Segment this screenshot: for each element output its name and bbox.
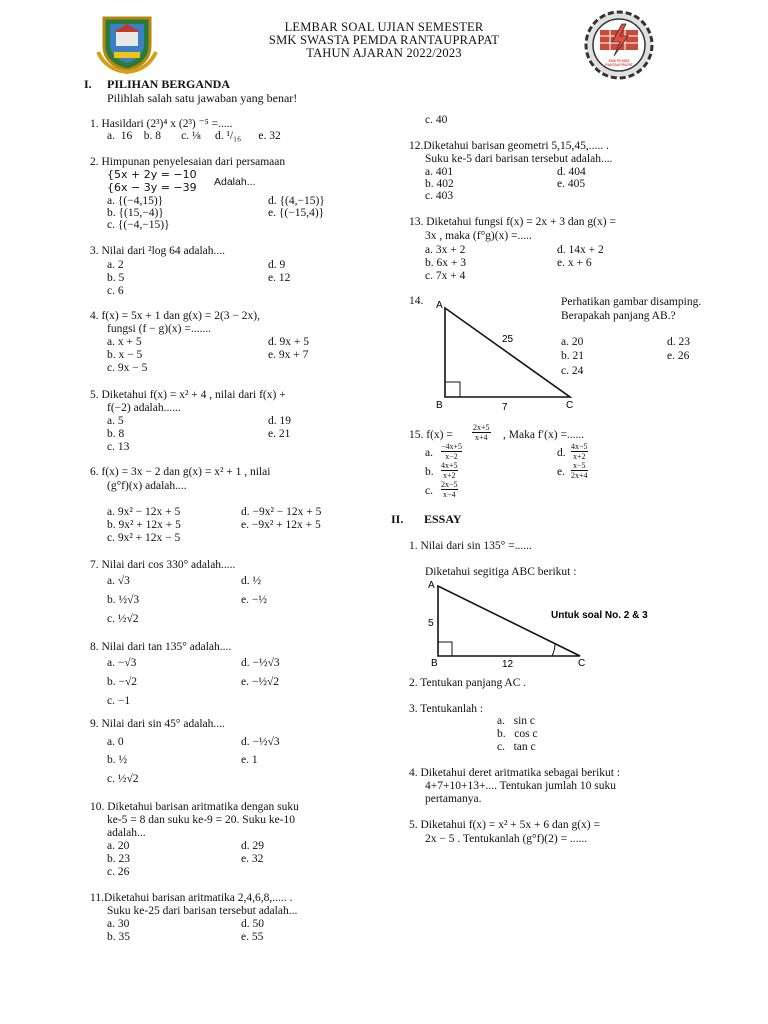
essay-3a: a. sin c (497, 715, 536, 727)
q4-option-e: e. 9x + 7 (268, 349, 309, 361)
q14-option-e: e. 26 (667, 350, 690, 362)
q15-a-numerator: −4x+5 (441, 442, 463, 451)
q14-label-c: C (566, 400, 574, 411)
q8-option-b: b. −√2 (107, 676, 138, 688)
q4-stem: 4. f(x) = 5x + 1 dan g(x) = 2(3 − 2x), (90, 310, 260, 322)
section-2-title: ESSAY (424, 512, 462, 526)
q15-option-c (441, 480, 458, 499)
essay-3b: b. cos c (497, 728, 538, 740)
q6-stem-2: (g°f)(x) adalah.... (107, 480, 187, 492)
q15-c-denominator: x−4 (443, 490, 456, 499)
q10-option-c: c. 26 (107, 866, 130, 878)
header-line-3: TAHUN AJARAN 2022/2023 (306, 46, 462, 60)
q2-option-c: c. {(−4,−15)} (107, 219, 170, 231)
q10-option-e: e. 32 (241, 853, 264, 865)
q12-option-c: c. 403 (425, 190, 454, 202)
q2-adalah: Adalah... (214, 176, 256, 188)
essay-triangle-figure (420, 578, 710, 670)
q15-e-denominator: 2x+4 (571, 471, 588, 480)
q13-option-b: b. 6x + 3 (425, 257, 466, 269)
q2-equation-2: {6x − 3y = −39 (107, 181, 197, 194)
q13-option-a: a. 3x + 2 (425, 244, 466, 256)
q11-option-a: a. 30 (107, 918, 130, 930)
q14-triangle-figure (430, 294, 580, 414)
essay-3c: c. tan c (497, 741, 536, 753)
q1-stem: 1. Hasildari (2³)⁴ x (2³) ⁻⁵ =..... (90, 118, 233, 130)
q7-option-d: d. ½ (241, 575, 262, 587)
q14-option-b: b. 21 (561, 350, 584, 362)
q14-stem: Perhatikan gambar disamping. (561, 296, 702, 308)
q14-label-base: 7 (502, 402, 508, 413)
essay-3: 3. Tentukanlah : (409, 703, 484, 715)
q10-stem-2: ke-5 = 8 dan suku ke-9 = 20. Suku ke-10 (107, 814, 295, 826)
q3-option-c: c. 6 (107, 285, 124, 297)
q8-option-a: a. −√3 (107, 657, 137, 669)
q9-option-a: a. 0 (107, 736, 124, 748)
q9-option-e: e. 1 (241, 754, 258, 766)
q11-stem: 11.Diketahui barisan aritmatika 2,4,6,8,..... . (90, 892, 293, 904)
q5-option-e: e. 21 (268, 428, 291, 440)
q4-option-a: a. x + 5 (107, 336, 142, 348)
q8-option-c: c. −1 (107, 695, 131, 707)
q15-a-denominator: x−2 (445, 452, 458, 461)
q5-option-c: c. 13 (107, 441, 130, 453)
q2-option-b: b. {(15,−4)} (107, 207, 164, 219)
q11-option-d: d. 50 (241, 918, 264, 930)
q15-b-denominator: x+2 (443, 471, 456, 480)
q14-option-c: c. 24 (561, 365, 584, 377)
essay-5-line-2: 2x − 5 . Tentukanlah (g°f)(2) = ...... (425, 833, 588, 845)
essay-5: 5. Diketahui f(x) = x² + 5x + 6 dan g(x) = (409, 819, 600, 831)
q15-stem-left: 15. f(x) = (409, 429, 453, 441)
essay-label-side: 5 (428, 618, 434, 629)
q13-stem: 13. Diketahui fungsi f(x) = 2x + 3 dan g(x) = (409, 216, 616, 228)
q13-stem-2: 3x , maka (f°g)(x) =..... (425, 230, 532, 242)
section-1-instruction: Pilihlah salah satu jawaban yang benar! (107, 91, 298, 105)
q6-option-c: c. 9x² + 12x − 5 (107, 532, 181, 544)
q4-option-b: b. x − 5 (107, 349, 143, 361)
q6-option-a: a. 9x² − 12x + 5 (107, 506, 181, 518)
q7-option-c: c. ½√2 (107, 613, 139, 625)
q11-option-b: b. 35 (107, 931, 130, 943)
q14-label-a: A (436, 300, 443, 311)
q13-option-c: c. 7x + 4 (425, 270, 466, 282)
q7-option-b: b. ½√3 (107, 594, 140, 606)
q3-option-e: e. 12 (268, 272, 291, 284)
q15-c-label: c. (425, 485, 433, 497)
q14-label-b: B (436, 400, 443, 411)
q15-stem-fraction (472, 423, 491, 442)
q15-e-numerator: x−5 (573, 461, 586, 470)
q3-option-b: b. 5 (107, 272, 125, 284)
q13-option-e: e. x + 6 (557, 257, 592, 269)
q7-stem: 7. Nilai dari cos 330° adalah..... (90, 559, 236, 571)
q8-option-e: e. −½√2 (241, 676, 280, 688)
q12-stem-2: Suku ke-5 dari barisan tersebut adalah.... (425, 153, 613, 165)
q8-stem: 8. Nilai dari tan 135° adalah.... (90, 641, 232, 653)
q5-option-a: a. 5 (107, 415, 124, 427)
q6-option-e: e. −9x² + 12x + 5 (241, 519, 321, 531)
essay-label-c: C (578, 658, 586, 669)
q14-option-a: a. 20 (561, 336, 584, 348)
q15-option-d (571, 442, 588, 461)
q12-option-e: e. 405 (557, 178, 586, 190)
q10-stem-3: adalah... (107, 827, 146, 839)
q14-stem-2: Berapakah panjang AB.? (561, 310, 676, 322)
q4-option-c: c. 9x − 5 (107, 362, 148, 374)
q15-c-numerator: 2x−5 (441, 480, 458, 489)
q15-d-label: d. (557, 447, 566, 459)
q3-option-a: a. 2 (107, 259, 124, 271)
q5-stem-2: f(−2) adalah...... (107, 402, 181, 414)
q5-stem: 5. Diketahui f(x) = x² + 4 , nilai dari f(x) + (90, 389, 286, 401)
q10-stem: 10. Diketahui barisan aritmatika dengan suku (90, 801, 299, 813)
q15-stem-numerator: 2x+5 (473, 423, 490, 432)
school-gear-logo-icon (580, 10, 658, 80)
q15-e-label: e. (557, 466, 565, 478)
q9-option-d: d. −½√3 (241, 736, 280, 748)
q9-stem: 9. Nilai dari sin 45° adalah.... (90, 718, 225, 730)
q9-option-b: b. ½ (107, 754, 128, 766)
q10-option-b: b. 23 (107, 853, 130, 865)
essay-4: 4. Diketahui deret aritmatika sebagai berikut : (409, 767, 621, 779)
q6-option-b: b. 9x² + 12x + 5 (107, 519, 181, 531)
q15-d-numerator: 4x−5 (571, 442, 588, 451)
q12-stem: 12.Diketahui barisan geometri 5,15,45,..... . (409, 140, 609, 152)
essay-figure-caption: Untuk soal No. 2 & 3 (551, 610, 648, 621)
q6-option-d: d. −9x² − 12x + 5 (241, 506, 322, 518)
essay-2: 2. Tentukan panjang AC . (409, 677, 527, 689)
q3-stem: 3. Nilai dari ²log 64 adalah.... (90, 245, 226, 257)
q11-option-c: c. 40 (425, 114, 448, 126)
q7-option-a: a. √3 (107, 575, 130, 587)
q2-option-d: d. {(4,−15)} (268, 195, 325, 207)
q3-option-d: d. 9 (268, 259, 286, 271)
q15-option-a (441, 442, 462, 461)
q4-stem-2: fungsi (f − g)(x) =....... (107, 323, 211, 335)
right-logo-text: SMK PEMDA RANTAUPRAPAT (605, 59, 633, 67)
q2-option-a: a. {(−4,15)} (107, 195, 164, 207)
q15-stem-denominator: x+4 (475, 433, 488, 442)
right-logo (580, 10, 658, 80)
essay-label-base: 12 (502, 659, 514, 670)
q6-stem: 6. f(x) = 3x − 2 dan g(x) = x² + 1 , nilai (90, 466, 271, 478)
q14-label-hypotenuse: 25 (502, 334, 514, 345)
q2-equation-1: {5x + 2y = −10 (107, 168, 197, 181)
q15-d-denominator: x+2 (573, 452, 586, 461)
q12-option-d: d. 404 (557, 166, 586, 178)
q9-option-c: c. ½√2 (107, 773, 139, 785)
q14-number: 14. (409, 295, 424, 307)
q11-stem-2: Suku ke-25 dari barisan tersebut adalah... (107, 905, 298, 917)
essay-4-line-2: 4+7+10+13+.... Tentukan jumlah 10 suku (425, 780, 617, 792)
essay-label-a: A (428, 580, 435, 591)
section-1-title: PILIHAN BERGANDA (107, 77, 231, 91)
q11-option-e: e. 55 (241, 931, 264, 943)
q8-option-d: d. −½√3 (241, 657, 280, 669)
q4-option-d: d. 9x + 5 (268, 336, 309, 348)
q13-option-d: d. 14x + 2 (557, 244, 604, 256)
q5-option-d: d. 19 (268, 415, 291, 427)
header-line-1: LEMBAR SOAL UJIAN SEMESTER (284, 20, 484, 34)
q15-option-b (441, 461, 458, 480)
q10-option-a: a. 20 (107, 840, 130, 852)
q15-stem-right: , Maka f′(x) =...... (503, 429, 585, 441)
q15-a-label: a. (425, 447, 433, 459)
q5-option-b: b. 8 (107, 428, 125, 440)
essay-1: 1. Nilai dari sin 135° =...... (409, 540, 532, 552)
q7-option-e: e. −½ (241, 594, 267, 606)
header-line-2: SMK SWASTA PEMDA RANTAUPRAPAT (268, 33, 500, 47)
essay-4-line-3: pertamanya. (425, 793, 482, 805)
q2-stem: 2. Himpunan penyelesaian dari persamaan (90, 156, 286, 168)
q15-b-label: b. (425, 466, 434, 478)
q12-option-b: b. 402 (425, 178, 454, 190)
essay-label-b: B (431, 658, 438, 669)
q1-options: a. 16 b. 8 c. ⅛ d. ¹/₁₆ e. 32 (107, 130, 281, 142)
section-1-number: I. (84, 77, 92, 91)
q12-option-a: a. 401 (425, 166, 454, 178)
q15-option-e (571, 461, 588, 480)
q15-b-numerator: 4x+5 (441, 461, 458, 470)
q10-option-d: d. 29 (241, 840, 264, 852)
essay-figure-intro: Diketahui segitiga ABC berikut : (425, 566, 577, 578)
section-2-number: II. (391, 512, 404, 526)
q2-option-e: e. {(−15,4)} (268, 207, 325, 219)
q14-option-d: d. 23 (667, 336, 690, 348)
